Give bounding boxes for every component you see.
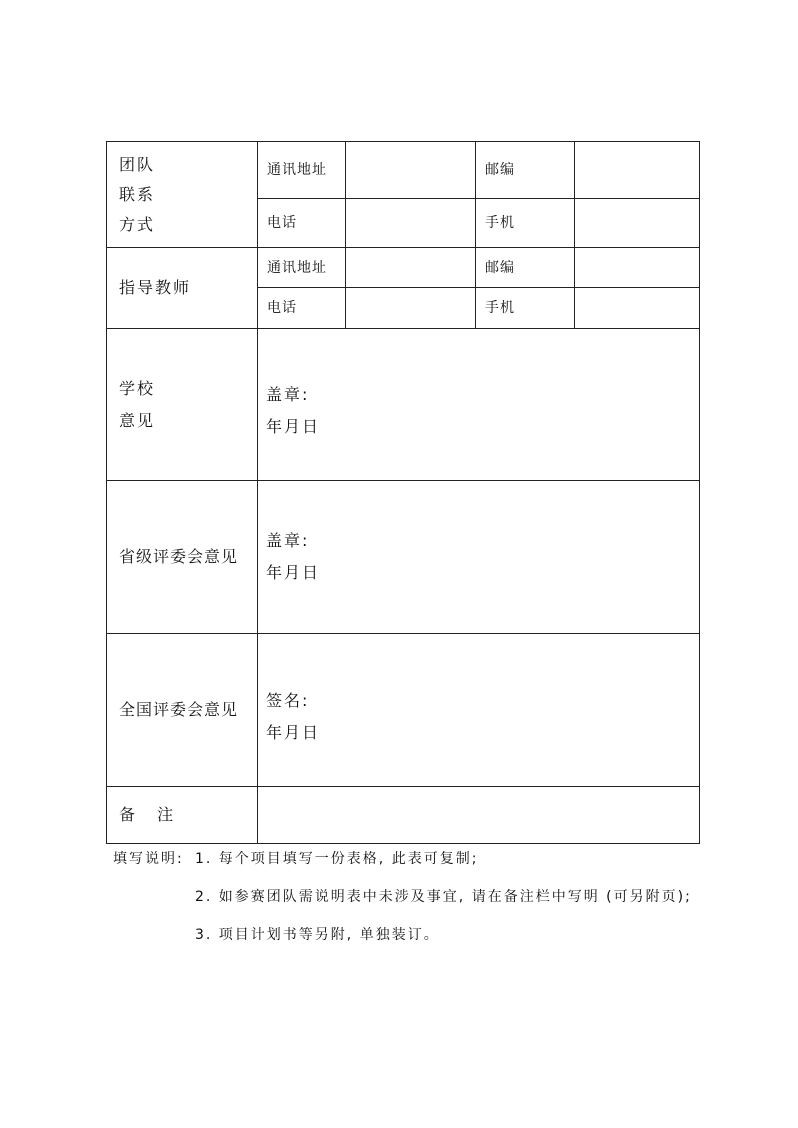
national-sign-label: 签名:	[266, 691, 310, 710]
advisor-address-field[interactable]	[346, 248, 476, 288]
advisor-phone-field[interactable]	[346, 288, 476, 329]
provincial-opinion-label	[107, 481, 258, 634]
advisor-label	[107, 248, 258, 329]
instruction-item-1: 1. 每个项目填写一份表格, 此表可复制;	[195, 851, 479, 867]
national-opinion-field[interactable]	[258, 634, 700, 787]
team-postcode-label: 邮编	[476, 142, 575, 199]
advisor-address-label: 通讯地址	[258, 248, 346, 288]
advisor-mobile-field[interactable]	[575, 288, 700, 329]
team-contact-label-line-3: 方式	[119, 214, 156, 234]
provincial-seal-label: 盖章:	[266, 531, 310, 550]
school-opinion-label-line-2: 意见	[119, 410, 156, 430]
school-opinion-label	[107, 329, 258, 481]
registration-form-table	[106, 141, 700, 844]
team-address-label: 通讯地址	[258, 142, 346, 199]
team-contact-label-line-2: 联系	[119, 184, 156, 204]
team-address-field[interactable]	[346, 142, 476, 199]
provincial-opinion-label-text: 省级评委会意见	[119, 547, 239, 566]
advisor-phone-label: 电话	[258, 288, 346, 329]
school-seal-label: 盖章:	[266, 384, 310, 404]
team-contact-label	[107, 142, 258, 248]
school-date-label: 年月日	[266, 416, 321, 436]
team-phone-field[interactable]	[346, 199, 476, 248]
school-opinion-field[interactable]	[258, 329, 700, 481]
instruction-item-3: 3. 项目计划书等另附, 单独装订。	[195, 927, 440, 943]
national-date-label: 年月日	[266, 723, 321, 742]
advisor-postcode-field[interactable]	[575, 248, 700, 288]
team-mobile-label: 手机	[476, 199, 575, 248]
team-postcode-field[interactable]	[575, 142, 700, 199]
team-phone-label: 电话	[258, 199, 346, 248]
instructions-prefix: 填写说明:	[113, 851, 184, 867]
school-opinion-label-line-1: 学校	[119, 378, 156, 398]
advisor-postcode-label: 邮编	[476, 248, 575, 288]
remarks-label	[107, 787, 258, 844]
team-contact-label-line-1: 团队	[119, 154, 156, 174]
instruction-item-2: 2. 如参赛团队需说明表中未涉及事宜, 请在备注栏中写明 (可另附页);	[195, 889, 692, 905]
remarks-field[interactable]	[258, 787, 700, 844]
remarks-label-text: 备 注	[119, 805, 178, 824]
national-opinion-label	[107, 634, 258, 787]
team-mobile-field[interactable]	[575, 199, 700, 248]
advisor-label-text: 指导教师	[119, 278, 192, 297]
advisor-mobile-label: 手机	[476, 288, 575, 329]
provincial-date-label: 年月日	[266, 563, 321, 582]
provincial-opinion-field[interactable]	[258, 481, 700, 634]
national-opinion-label-text: 全国评委会意见	[119, 700, 239, 719]
